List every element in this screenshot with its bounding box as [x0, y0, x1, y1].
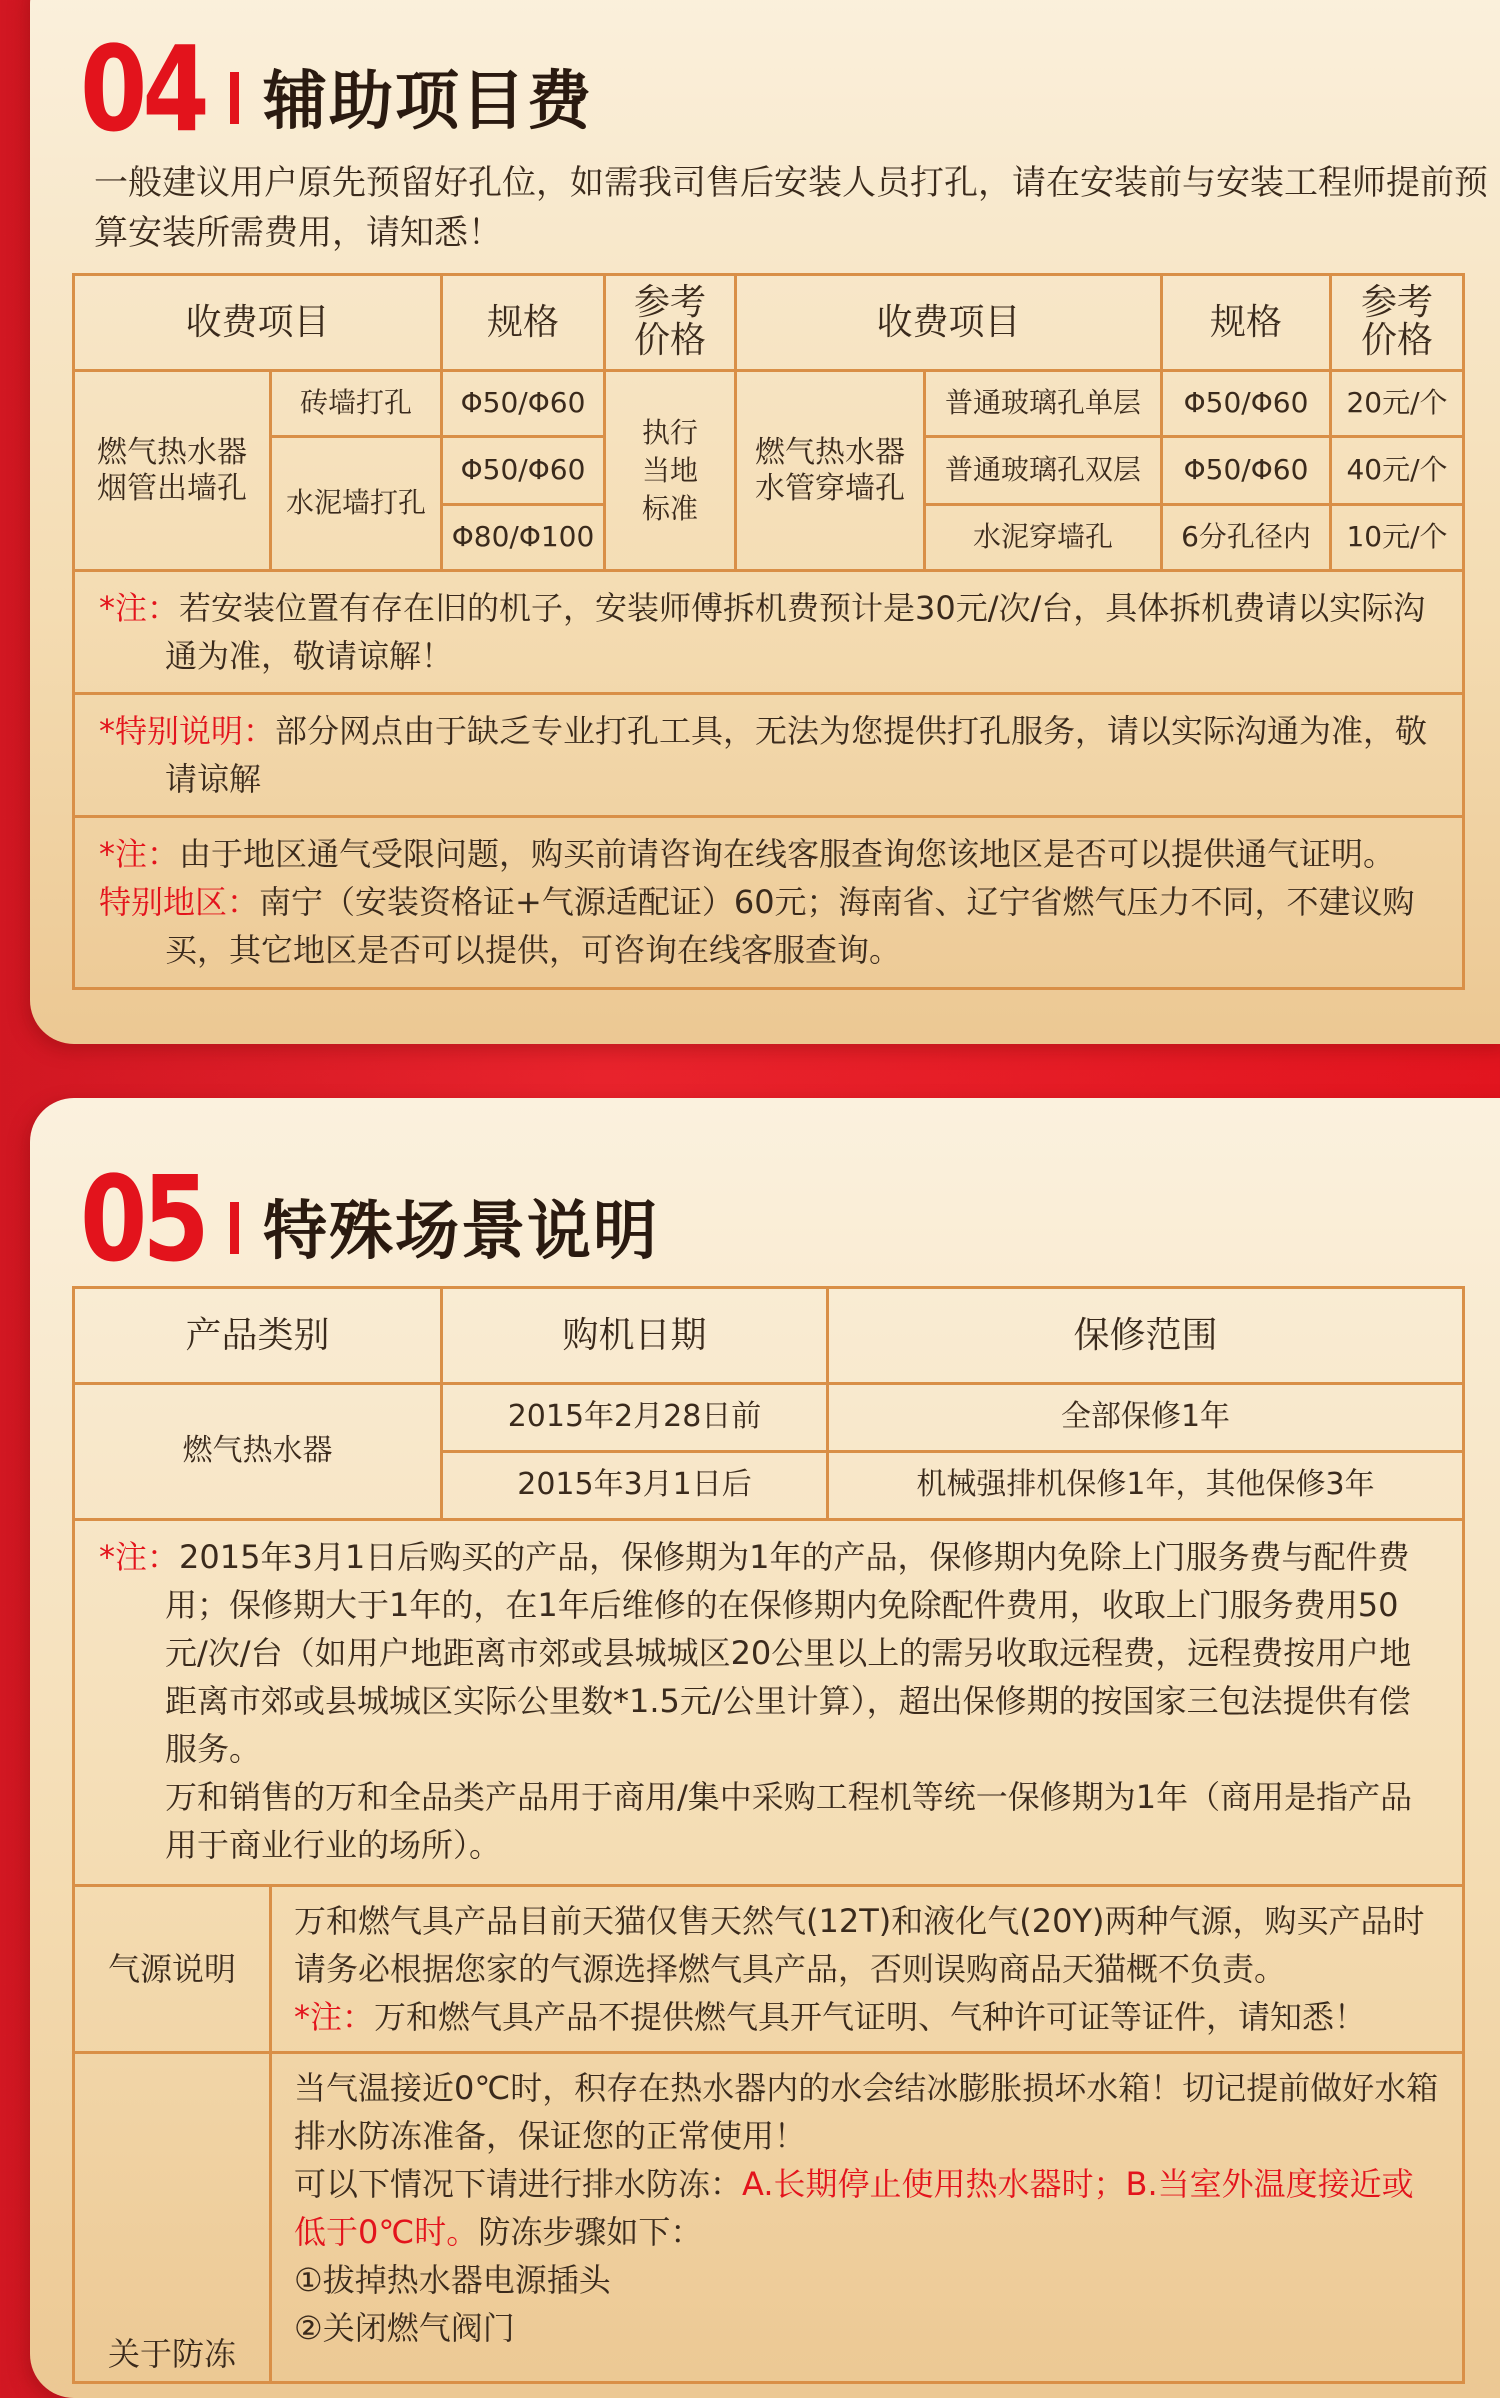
header-price: 参考价格 [605, 275, 736, 371]
section-05-card [30, 1098, 1500, 2398]
note-special: *特别说明：部分网点由于缺乏专业打孔工具，无法为您提供打孔服务，请以实际沟通为准，敬请谅解 [74, 694, 1464, 817]
section-title: 辅助项目费 [263, 65, 593, 139]
fee-row-item: 普通玻璃孔单层 [925, 371, 1162, 437]
fee-row-spec: 6分孔径内 [1162, 505, 1331, 571]
title-divider [230, 72, 239, 124]
warranty-scope: 全部保修1年 [828, 1384, 1464, 1452]
antifreeze-text: 当气温接近0℃时，积存在热水器内的水会结冰膨胀损坏水箱！切记提前做好水箱排水防冻准备，保证您的正常使用！ 可以下情况下请进行排水防冻：A.长期停止使用热水器时；B.当室外温度接近或低于0℃时。防冻步骤如下： ①拔掉热水器电源插头 ②关闭燃气阀门 [271, 2053, 1464, 2383]
left-price: 执行当地标准 [605, 371, 736, 571]
section-04-header [80, 20, 593, 158]
fee-row-price: 10元/个 [1331, 505, 1464, 571]
antifreeze-step: ②关闭燃气阀门 [294, 2309, 515, 2347]
left-group-label: 燃气热水器烟管出墙孔 [74, 371, 271, 571]
product-category: 燃气热水器 [74, 1384, 442, 1520]
fee-table [72, 273, 1465, 990]
fee-row-price: 20元/个 [1331, 371, 1464, 437]
purchase-date: 2015年2月28日前 [442, 1384, 828, 1452]
right-group-label: 燃气热水器水管穿墙孔 [736, 371, 925, 571]
section-04-card [30, 0, 1500, 1044]
header-scope: 保修范围 [828, 1288, 1464, 1384]
antifreeze-label: 关于防冻 [74, 2053, 271, 2383]
warranty-note: *注：2015年3月1日后购买的产品，保修期为1年的产品，保修期内免除上门服务费与配件费用；保修期大于1年的，在1年后维修的在保修期内免除配件费用，收取上门服务费用50元/次/台（如用户地距离市郊或县城城区20公里以上的需另收取远程费，远程费按用户地距离市郊或县城城区实际公里数*1.5元/公里计算），超出保修期的按国家三包法提供有偿服务。 万和销售的万和全品类产品用于商用/集中采购工程机等统一保修期为1年（商用是指产品用于商业行业的场所）。 [74, 1520, 1464, 1886]
warranty-scope: 机械强排机保修1年，其他保修3年 [828, 1452, 1464, 1520]
brick-spec: Φ50/Φ60 [442, 371, 605, 437]
note-ventilation: *注：由于地区通气受限问题，购买前请咨询在线客服查询您该地区是否可以提供通气证明。 特别地区：南宁（安装资格证+气源适配证）60元；海南省、辽宁省燃气压力不同，不建议购买，其它地区是否可以提供，可咨询在线客服查询。 [74, 817, 1464, 989]
brick-drill-label: 砖墙打孔 [271, 371, 442, 437]
section-intro: 一般建议用户原先预留好孔位，如需我司售后安装人员打孔，请在安装前与安装工程师提前预算安装所需费用，请知悉！ [94, 163, 1488, 253]
warranty-table [72, 1286, 1465, 2384]
section-number: 04 [80, 20, 205, 158]
concrete-spec: Φ80/Φ100 [442, 505, 605, 571]
section-05-header [80, 1150, 659, 1288]
header-spec: 规格 [442, 275, 605, 371]
header-price: 参考价格 [1331, 275, 1464, 371]
header-spec: 规格 [1162, 275, 1331, 371]
fee-row-item: 水泥穿墙孔 [925, 505, 1162, 571]
section-number: 05 [80, 1150, 205, 1288]
fee-row-item: 普通玻璃孔双层 [925, 437, 1162, 505]
section-title: 特殊场景说明 [263, 1195, 659, 1269]
gas-source-label: 气源说明 [74, 1886, 271, 2053]
fee-row-spec: Φ50/Φ60 [1162, 371, 1331, 437]
title-divider [230, 1202, 239, 1254]
fee-row-spec: Φ50/Φ60 [1162, 437, 1331, 505]
concrete-spec: Φ50/Φ60 [442, 437, 605, 505]
antifreeze-step: ①拔掉热水器电源插头 [294, 2261, 611, 2299]
fee-row-price: 40元/个 [1331, 437, 1464, 505]
header-fee-item: 收费项目 [74, 275, 442, 371]
gas-source-text: 万和燃气具产品目前天猫仅售天然气(12T)和液化气(20Y)两种气源，购买产品时请务必根据您家的气源选择燃气具产品，否则误购商品天猫概不负责。 *注：万和燃气具产品不提供燃气具开气证明、气种许可证等证件，请知悉！ [271, 1886, 1464, 2053]
purchase-date: 2015年3月1日后 [442, 1452, 828, 1520]
header-fee-item: 收费项目 [736, 275, 1162, 371]
note-removal: *注：若安装位置有存在旧的机子，安装师傅拆机费预计是30元/次/台，具体拆机费请以实际沟通为准，敬请谅解！ [74, 571, 1464, 694]
header-date: 购机日期 [442, 1288, 828, 1384]
concrete-drill-label: 水泥墙打孔 [271, 437, 442, 571]
header-category: 产品类别 [74, 1288, 442, 1384]
